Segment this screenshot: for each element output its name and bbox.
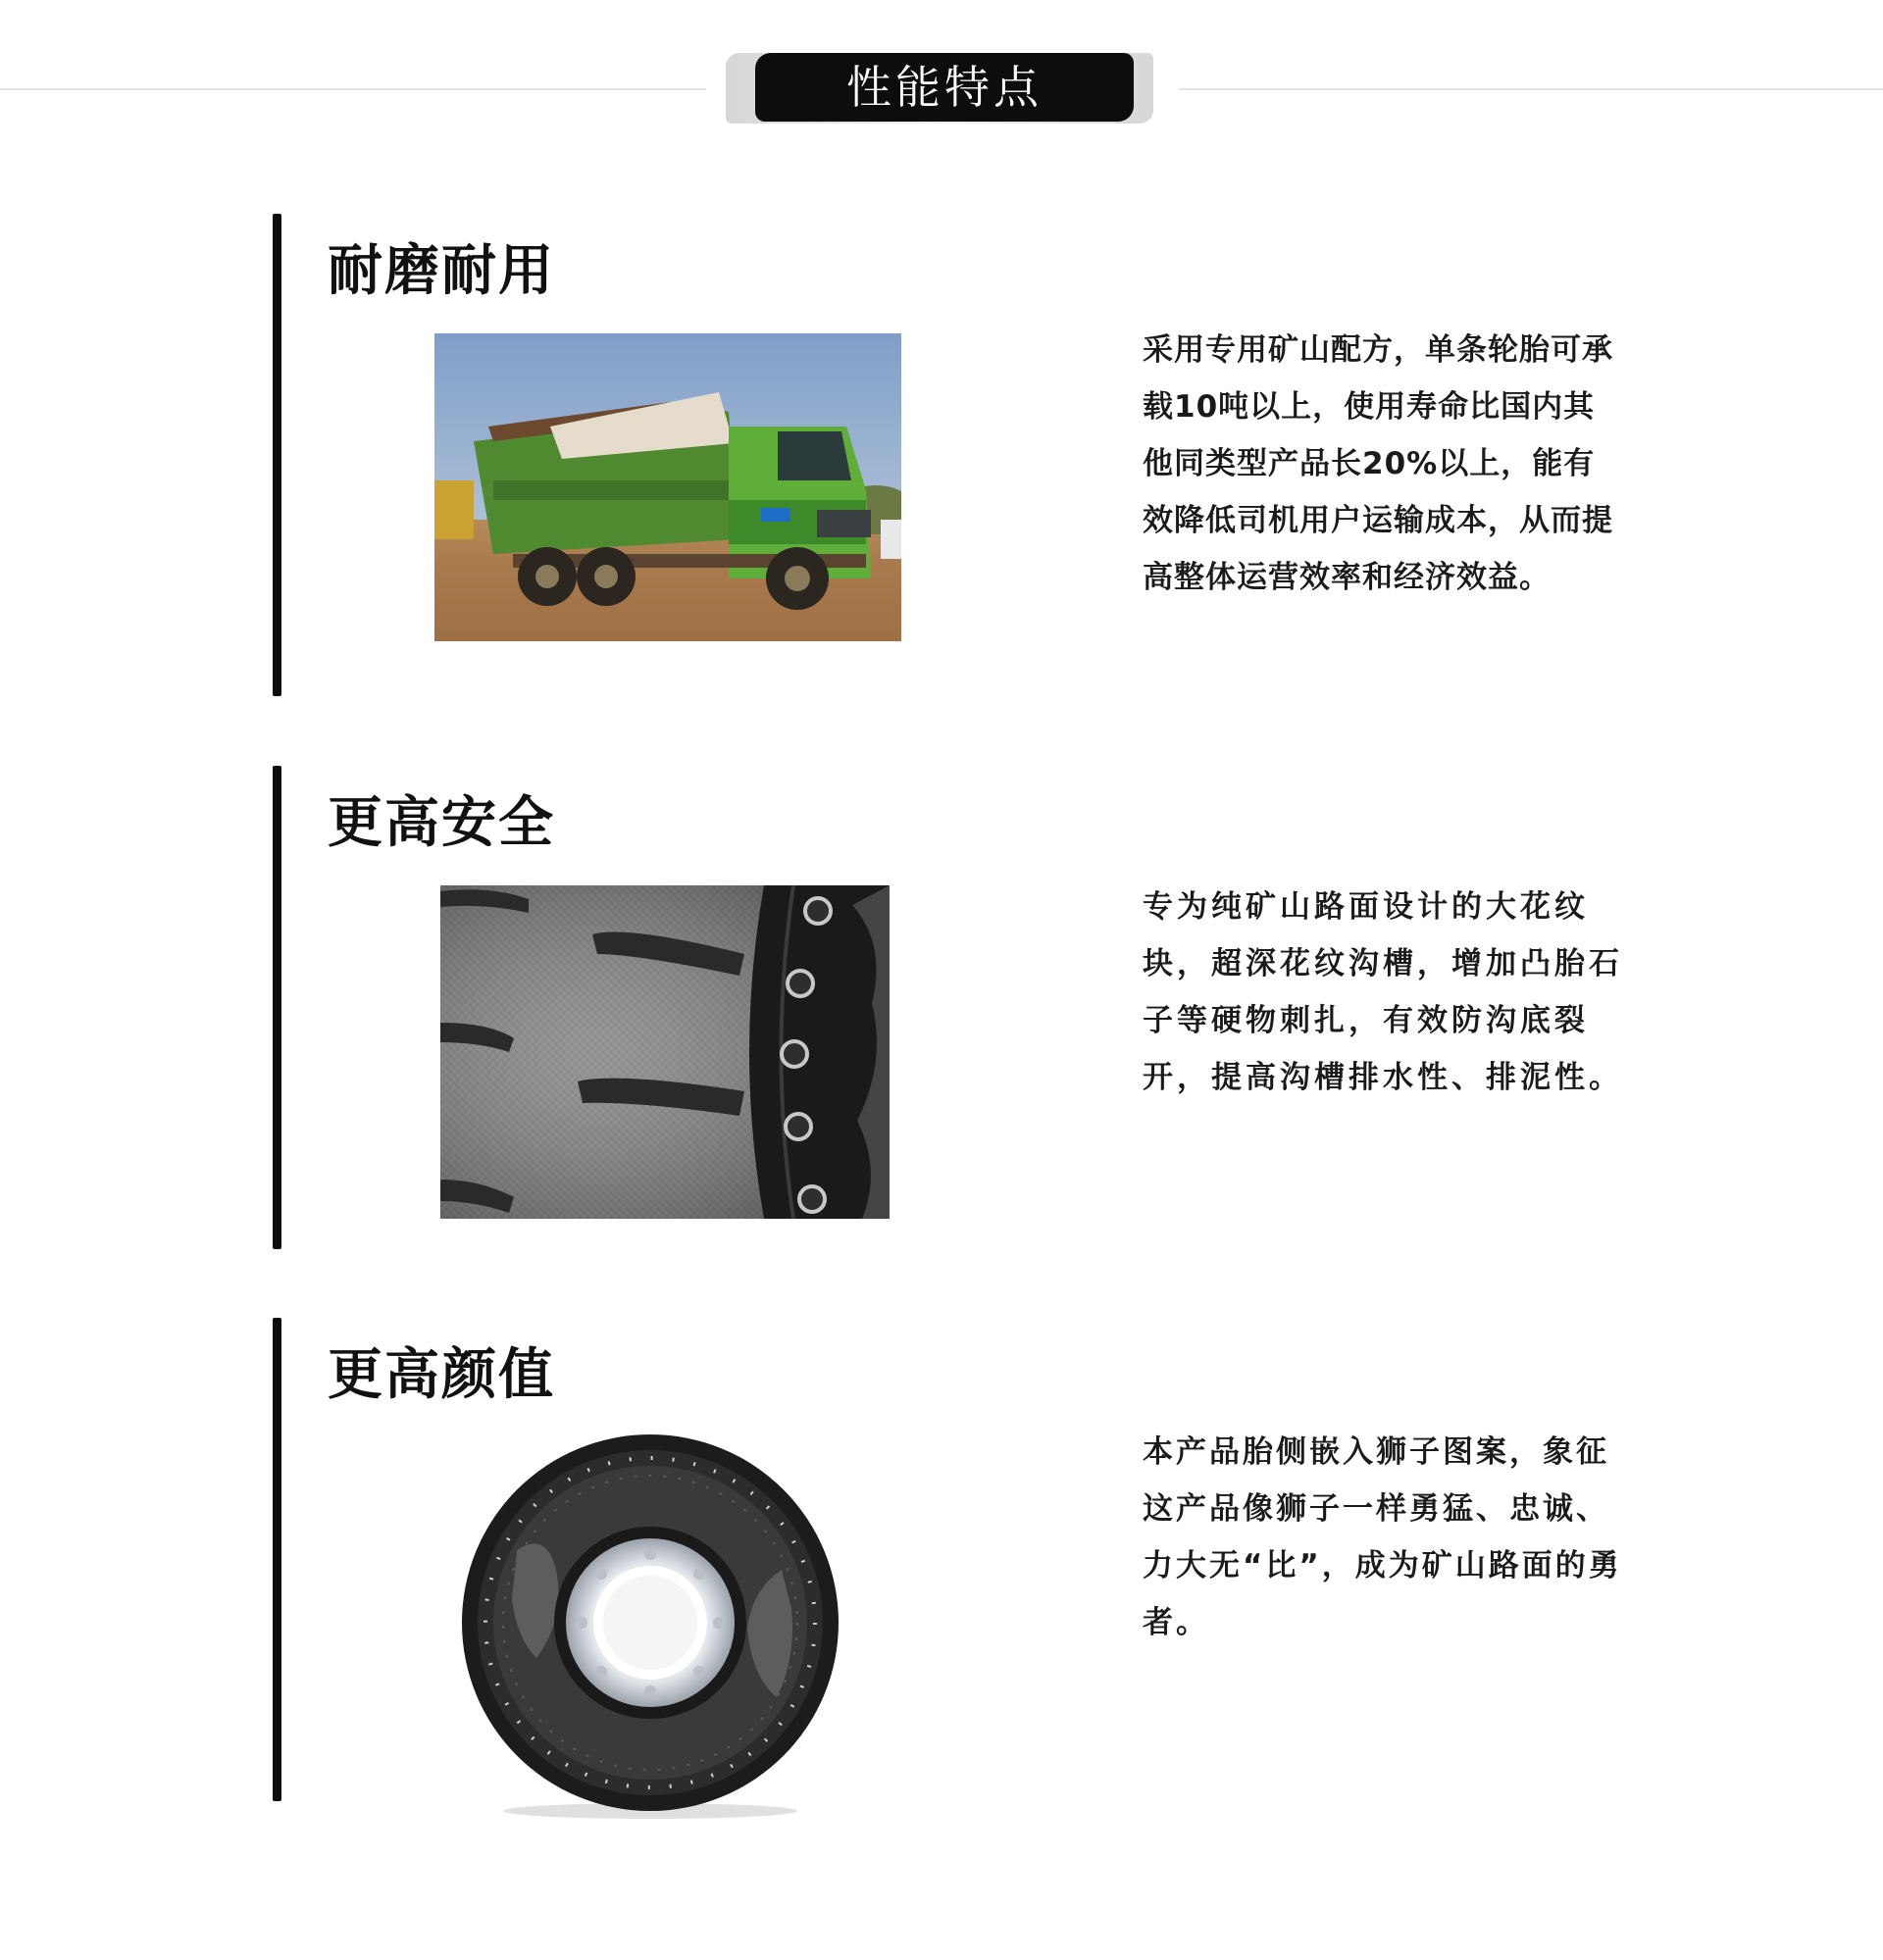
tire-product-image (458, 1432, 842, 1821)
header-divider-left (0, 88, 706, 90)
feature-accent-bar (273, 766, 281, 1249)
feature-heading: 耐磨耐用 (328, 239, 555, 303)
feature-appearance (273, 1318, 1646, 1801)
dump-truck-image (434, 333, 901, 641)
header-divider-right (1179, 88, 1883, 90)
section-banner (726, 53, 1153, 124)
feature-accent-bar (273, 214, 281, 696)
tire-illustration (458, 1432, 842, 1821)
feature-description: 专为纯矿山路面设计的大花纹块，超深花纹沟槽，增加凸胎石子等硬物刺扎，有效防沟底裂开，提高沟槽排水性、排泥性。 (1143, 889, 1623, 1095)
section-title: 性能特点 (846, 61, 1043, 114)
truck-illustration (434, 333, 901, 641)
feature-heading: 更高安全 (328, 791, 555, 855)
feature-accent-bar (273, 1318, 281, 1801)
tread-closeup-image (440, 885, 890, 1219)
feature-description: 本产品胎侧嵌入狮子图案，象征这产品像狮子一样勇猛、忠诚、力大无“比”，成为矿山路面的勇者。 (1143, 1434, 1622, 1640)
feature-description: 采用专用矿山配方，单条轮胎可承载10吨以上，使用寿命比国内其他同类型产品长20%以上，能有效降低司机用户运输成本，从而提高整体运营效率和经济效益。 (1143, 332, 1613, 595)
tread-illustration (440, 885, 890, 1219)
feature-heading: 更高颜值 (328, 1343, 555, 1407)
feature-durability (273, 214, 1646, 696)
feature-safety (273, 766, 1646, 1249)
